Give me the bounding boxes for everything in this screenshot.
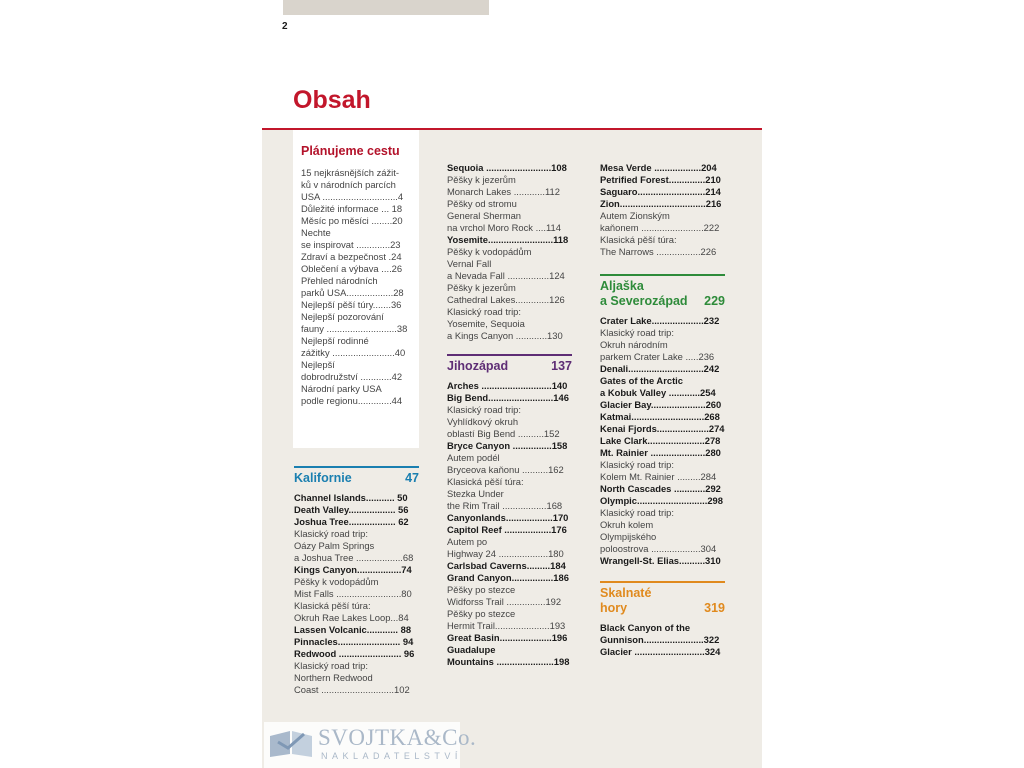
- toc-entry-line: Důležité informace ... 18: [301, 203, 403, 214]
- toc-entry-line: Black Canyon of the: [600, 622, 691, 633]
- toc-list: [447, 380, 572, 668]
- toc-entry[interactable]: [294, 504, 419, 516]
- toc-entry-line: Pěšky k jezerům: [447, 174, 516, 185]
- toc-entry-line: Highway 24 ...................180: [447, 548, 564, 559]
- toc-entry-line: Channel Islands........... 50: [294, 492, 408, 503]
- toc-column-2: [447, 162, 572, 668]
- toc-entry[interactable]: [447, 644, 572, 668]
- toc-entry-line: Klasický road trip:: [294, 660, 368, 671]
- toc-entry-line: poloostrova ...................304: [600, 543, 717, 554]
- toc-entry-line: Grand Canyon................186: [447, 572, 569, 583]
- toc-entry-line: Coast ............................102: [294, 684, 410, 695]
- toc-entry-line: Yosemite.........................118: [447, 234, 569, 245]
- toc-entry[interactable]: [447, 404, 572, 440]
- toc-entry[interactable]: [447, 560, 572, 572]
- toc-entry-line: Okruh národním: [600, 339, 668, 350]
- toc-entry-line: Bryceova kaňonu ..........162: [447, 464, 564, 475]
- toc-entry[interactable]: [447, 440, 572, 452]
- page-title: Obsah: [293, 86, 371, 114]
- toc-entry[interactable]: [600, 555, 725, 567]
- toc-entry-line: Autem podél: [447, 452, 500, 463]
- toc-entry-line: Přehled národních: [301, 275, 378, 286]
- toc-entry[interactable]: [600, 174, 725, 186]
- toc-entry[interactable]: [447, 572, 572, 584]
- toc-entry-line: Glacier ...........................324: [600, 646, 721, 657]
- toc-entry-line: dobrodružství ............42: [301, 371, 403, 382]
- toc-entry-line: Denali.............................242: [600, 363, 720, 374]
- toc-entry-line: Glacier Bay.....................260: [600, 399, 722, 410]
- toc-entry-line: Cathedral Lakes.............126: [447, 294, 565, 305]
- toc-entry[interactable]: [600, 423, 725, 435]
- toc-entry-line: parků USA..................28: [301, 287, 404, 298]
- toc-entry-line: Olympijského: [600, 531, 657, 542]
- toc-entry-line: Pěšky po stezce: [447, 608, 516, 619]
- toc-entry[interactable]: [447, 632, 572, 644]
- toc-entry[interactable]: [447, 306, 572, 342]
- toc-entry[interactable]: [301, 275, 418, 299]
- toc-entry-line: parkem Crater Lake .....236: [600, 351, 715, 362]
- toc-entry-line: Stezka Under: [447, 488, 504, 499]
- toc-entry-line: Klasický road trip:: [600, 507, 674, 518]
- toc-entry-line: Pěšky k vodopádům: [294, 576, 379, 587]
- toc-entry-line: Pěšky po stezce: [447, 584, 516, 595]
- toc-entry[interactable]: [600, 162, 725, 174]
- toc-entry[interactable]: [294, 600, 419, 624]
- toc-entry[interactable]: [301, 359, 418, 383]
- toc-entry-line: Big Bend.........................146: [447, 392, 569, 403]
- toc-entry-line: Gunnison.......................322: [600, 634, 720, 645]
- toc-entry-line: a Kings Canyon ............130: [447, 330, 563, 341]
- toc-entry-line: Okruh Rae Lakes Loop...84: [294, 612, 409, 623]
- section-heading-aljaska[interactable]: Aljaška a Severozápad 229: [600, 274, 725, 309]
- toc-entry-line: Oblečení a výbava ....26: [301, 263, 403, 274]
- toc-entry[interactable]: [301, 311, 418, 335]
- toc-entry[interactable]: [600, 363, 725, 375]
- toc-entry[interactable]: [447, 162, 572, 174]
- toc-entry-line: zážitky ........................40: [301, 347, 406, 358]
- toc-entry[interactable]: [600, 447, 725, 459]
- toc-entry[interactable]: [301, 251, 418, 263]
- toc-entry-line: Zdraví a bezpečnost .24: [301, 251, 402, 262]
- toc-entry[interactable]: [600, 435, 725, 447]
- toc-entry-line: Great Basin....................196: [447, 632, 568, 643]
- toc-entry-line: Northern Redwood: [294, 672, 373, 683]
- toc-entry[interactable]: [600, 622, 725, 646]
- toc-entry-line: Capitol Reef ..................176: [447, 524, 567, 535]
- toc-entry[interactable]: [600, 198, 725, 210]
- toc-entry-line: Nechte: [301, 227, 331, 238]
- section-heading-kalifornie[interactable]: Kalifornie 47: [294, 466, 419, 486]
- toc-entry-line: 15 nejkrásnějších zážit-: [301, 167, 399, 178]
- toc-list: [301, 167, 418, 407]
- toc-entry-line: Nejlepší pěší túry.......36: [301, 299, 402, 310]
- toc-entry-line: Canyonlands..................170: [447, 512, 569, 523]
- toc-entry[interactable]: [447, 392, 572, 404]
- toc-entry-line: Nejlepší pozorování: [301, 311, 384, 322]
- toc-list: [447, 162, 572, 342]
- toc-entry-line: Vernal Fall: [447, 258, 492, 269]
- toc-entry[interactable]: [600, 495, 725, 507]
- toc-entry-line: Death Valley.................. 56: [294, 504, 409, 515]
- toc-entry-line: Mt. Rainier .....................280: [600, 447, 721, 458]
- toc-entry[interactable]: [301, 167, 418, 203]
- toc-entry[interactable]: [600, 234, 725, 258]
- toc-entry-line: Mountains ......................198: [447, 656, 570, 667]
- toc-column-kalifornie: [294, 466, 419, 696]
- toc-entry-line: Klasický road trip:: [447, 404, 521, 415]
- toc-entry[interactable]: [294, 576, 419, 600]
- toc-list: [600, 315, 725, 567]
- toc-entry-line: Petrified Forest..............210: [600, 174, 721, 185]
- toc-entry[interactable]: [301, 263, 418, 275]
- toc-entry[interactable]: [600, 315, 725, 327]
- top-tab-decoration: [283, 0, 489, 15]
- toc-entry-line: Klasický road trip:: [600, 327, 674, 338]
- toc-entry-line: the Rim Trail .................168: [447, 500, 563, 511]
- toc-list: [600, 162, 725, 258]
- toc-entry[interactable]: [447, 198, 572, 234]
- toc-entry-line: Autem Zionským: [600, 210, 670, 221]
- toc-entry[interactable]: [600, 411, 725, 423]
- toc-entry-line: Hermit Trail.....................193: [447, 620, 566, 631]
- toc-entry-line: Pěšky k jezerům: [447, 282, 516, 293]
- toc-entry-line: Guadalupe: [447, 644, 496, 655]
- toc-entry[interactable]: [600, 399, 725, 411]
- toc-entry-line: The Narrows .................226: [600, 246, 717, 257]
- toc-entry-line: Bryce Canyon ...............158: [447, 440, 568, 451]
- toc-entry[interactable]: [301, 335, 418, 359]
- toc-list: [600, 622, 725, 658]
- book-logo-icon: [268, 728, 314, 758]
- toc-entry-line: Olympic...........................298: [600, 495, 723, 506]
- toc-entry-line: Autem po: [447, 536, 488, 547]
- toc-entry[interactable]: [600, 507, 725, 555]
- toc-entry[interactable]: [301, 215, 418, 227]
- publisher-name: SVOJTKA&Co.: [318, 725, 477, 750]
- toc-entry-line: Měsíc po měsíci ........20: [301, 215, 403, 226]
- toc-entry-line: Pěšky k vodopádům: [447, 246, 532, 257]
- toc-entry-line: oblastí Big Bend ..........152: [447, 428, 560, 439]
- toc-entry[interactable]: [600, 210, 725, 234]
- toc-entry[interactable]: [447, 246, 572, 282]
- toc-entry-line: Kolem Mt. Rainier .........284: [600, 471, 717, 482]
- toc-entry-line: Vyhlídkový okruh: [447, 416, 519, 427]
- toc-entry[interactable]: [447, 536, 572, 560]
- section-heading-plan: Plánujeme cestu: [301, 144, 400, 158]
- toc-entry-line: se inspirovat .............23: [301, 239, 401, 250]
- toc-entry-line: Lake Clark......................278: [600, 435, 721, 446]
- toc-entry-line: Národní parky USA: [301, 383, 382, 394]
- toc-column-plan: [301, 144, 418, 407]
- toc-entry[interactable]: [294, 564, 419, 576]
- toc-entry-line: Mist Falls .........................80: [294, 588, 412, 599]
- toc-entry-line: Klasický road trip:: [294, 528, 368, 539]
- toc-entry[interactable]: [447, 524, 572, 536]
- toc-entry-line: Nejlepší rodinné: [301, 335, 369, 346]
- toc-entry-line: ků v národních parcích: [301, 179, 396, 190]
- toc-entry-line: podle regionu.............44: [301, 395, 403, 406]
- toc-entry-line: Wrangell-St. Elias..........310: [600, 555, 721, 566]
- toc-entry-line: Okruh kolem: [600, 519, 654, 530]
- toc-entry-line: fauny ...........................38: [301, 323, 408, 334]
- toc-entry-line: Klasická pěší túra:: [600, 234, 677, 245]
- toc-entry[interactable]: [600, 186, 725, 198]
- toc-entry-line: Saguaro..........................214: [600, 186, 721, 197]
- toc-entry-line: Monarch Lakes ............112: [447, 186, 560, 197]
- toc-entry-line: Klasická pěší túra:: [294, 600, 371, 611]
- toc-entry[interactable]: [294, 528, 419, 564]
- toc-entry-line: kaňonem ........................222: [600, 222, 720, 233]
- toc-entry[interactable]: [600, 375, 725, 399]
- toc-entry-line: Oázy Palm Springs: [294, 540, 375, 551]
- toc-entry[interactable]: [447, 512, 572, 524]
- toc-entry[interactable]: [294, 624, 419, 636]
- toc-entry-line: General Sherman: [447, 210, 521, 221]
- toc-entry-line: Pinnacles........................ 94: [294, 636, 414, 647]
- toc-entry-line: Carlsbad Caverns.........184: [447, 560, 566, 571]
- toc-entry-line: a Joshua Tree ..................68: [294, 552, 414, 563]
- toc-entry-line: Lassen Volcanic............ 88: [294, 624, 412, 635]
- toc-entry-line: Zion.................................216: [600, 198, 722, 209]
- toc-entry-line: a Kobuk Valley ............254: [600, 387, 716, 398]
- toc-entry[interactable]: [301, 203, 418, 215]
- toc-entry-line: USA .............................4: [301, 191, 404, 202]
- toc-entry[interactable]: [447, 234, 572, 246]
- toc-entry-line: na vrchol Moro Rock ....114: [447, 222, 561, 233]
- toc-entry[interactable]: [294, 492, 419, 504]
- toc-entry-line: Pěšky od stromu: [447, 198, 517, 209]
- page-number: 2: [282, 21, 288, 32]
- toc-entry-line: Redwood ........................ 96: [294, 648, 415, 659]
- toc-entry[interactable]: [600, 327, 725, 363]
- toc-entry[interactable]: [301, 299, 418, 311]
- toc-entry[interactable]: [447, 584, 572, 608]
- toc-entry[interactable]: [600, 483, 725, 495]
- toc-entry[interactable]: [447, 452, 572, 476]
- toc-entry-line: Nejlepší: [301, 359, 335, 370]
- section-heading-jihozapad[interactable]: Jihozápad 137: [447, 354, 572, 374]
- toc-entry[interactable]: [447, 608, 572, 632]
- toc-entry-line: Mesa Verde ..................204: [600, 162, 717, 173]
- toc-entry-line: Arches ...........................140: [447, 380, 568, 391]
- toc-entry-line: Katmai............................268: [600, 411, 720, 422]
- toc-entry[interactable]: [447, 282, 572, 306]
- toc-entry-line: Widforss Trail ...............192: [447, 596, 562, 607]
- toc-entry[interactable]: [447, 380, 572, 392]
- toc-entry-line: Klasický road trip:: [600, 459, 674, 470]
- toc-entry-line: Sequoia .........................108: [447, 162, 567, 173]
- toc-entry[interactable]: [294, 636, 419, 648]
- toc-entry-line: Gates of the Arctic: [600, 375, 684, 386]
- toc-entry-line: North Cascades ............292: [600, 483, 721, 494]
- publisher-subtitle: NAKLADATELSTVÍ: [321, 751, 462, 761]
- toc-entry-line: Klasický road trip:: [447, 306, 521, 317]
- toc-entry[interactable]: [294, 660, 419, 696]
- toc-entry-line: Klasická pěší túra:: [447, 476, 524, 487]
- toc-entry[interactable]: [447, 476, 572, 512]
- toc-entry[interactable]: [301, 227, 418, 251]
- section-heading-skalnate[interactable]: Skalnaté hory 319: [600, 581, 725, 616]
- toc-entry[interactable]: [301, 383, 418, 407]
- toc-list: [294, 492, 419, 696]
- toc-entry-line: a Nevada Fall ................124: [447, 270, 565, 281]
- toc-entry-line: Yosemite, Sequoia: [447, 318, 525, 329]
- toc-entry[interactable]: [600, 459, 725, 483]
- toc-entry[interactable]: [294, 516, 419, 528]
- toc-entry[interactable]: [294, 648, 419, 660]
- toc-entry-line: Kings Canyon.................74: [294, 564, 412, 575]
- toc-entry-line: Crater Lake....................232: [600, 315, 720, 326]
- toc-entry-line: Kenai Fjords....................274: [600, 423, 725, 434]
- toc-column-3: [600, 162, 725, 658]
- toc-entry[interactable]: [447, 174, 572, 198]
- toc-entry[interactable]: [600, 646, 725, 658]
- toc-entry-line: Joshua Tree.................. 62: [294, 516, 409, 527]
